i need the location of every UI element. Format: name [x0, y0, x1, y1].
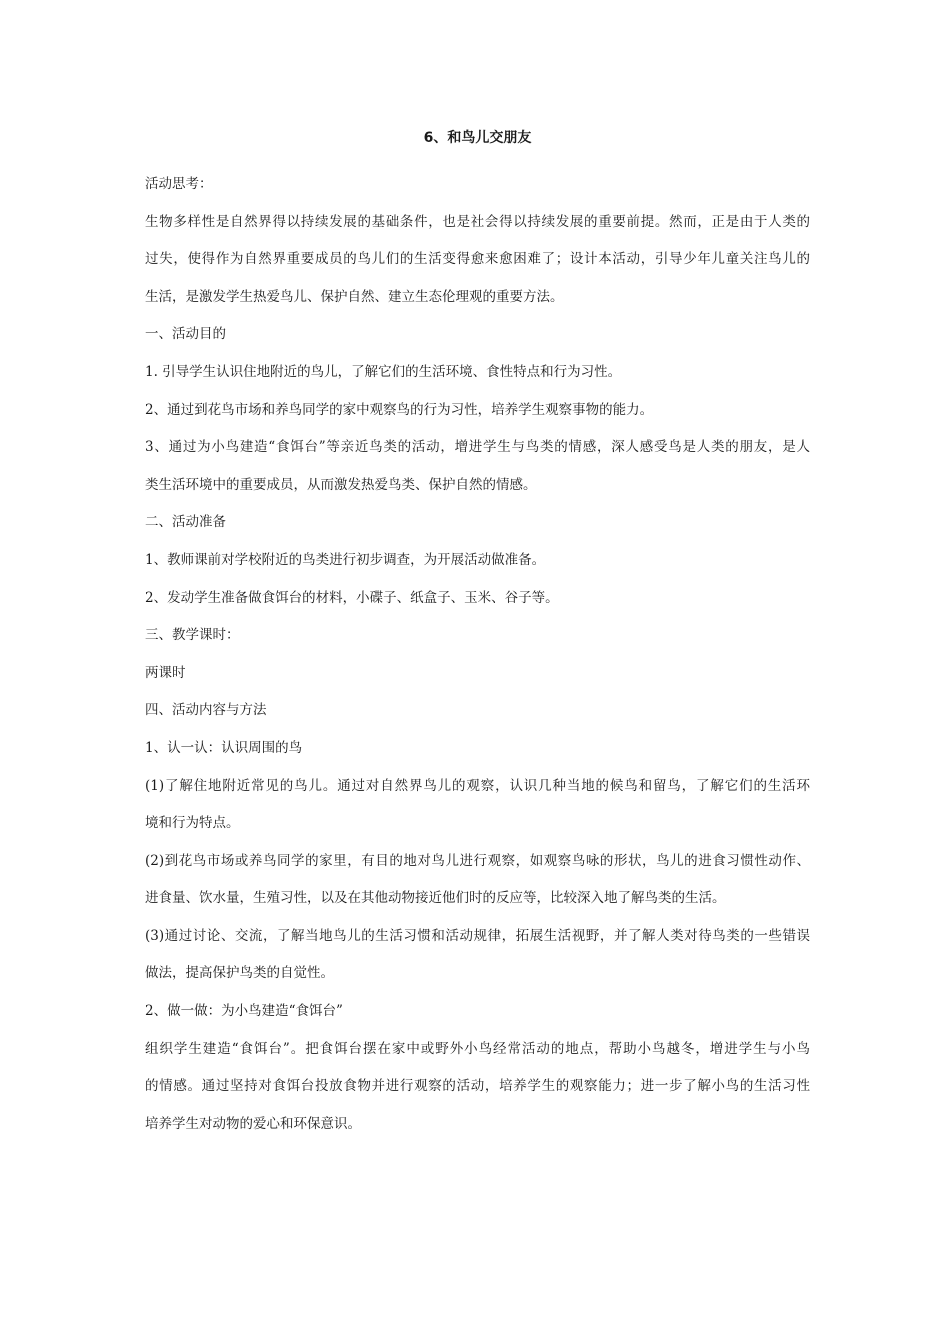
- text-line: (3)通过讨论、交流，了解当地鸟儿的生活习惯和活动规律，拓展生活视野，并了解人类对待鸟类的一些错误: [145, 927, 810, 944]
- text-line: 1. 引导学生认识住地附近的鸟儿，了解它们的生活环境、食性特点和行为习性。: [145, 363, 622, 380]
- text-line: 进食量、饮水量，生殖习性，以及在其他动物接近他们时的反应等，比较深入地了解鸟类的生活。: [145, 890, 726, 907]
- document-body: [145, 166, 810, 1143]
- text-line: (1)了解住地附近常见的鸟儿。通过对自然界鸟儿的观察，认识几种当地的候鸟和留鸟，了解它们的生活环: [145, 777, 810, 794]
- text-line: 活动思考：: [145, 176, 213, 192]
- text-line: (2)到花鸟市场或养鸟同学的家里，有目的地对鸟儿进行观察，如观察鸟咏的形状，鸟儿的进食习惯性动作、: [145, 852, 810, 869]
- text-line: 2、做一做：为小鸟建造“食饵台”: [145, 1003, 343, 1020]
- text-line: 2、发动学生准备做食饵台的材料，小碟子、纸盒子、玉米、谷子等。: [145, 589, 559, 606]
- text-line: 境和行为特点。: [145, 815, 240, 832]
- text-line: 四、活动内容与方法: [145, 702, 267, 719]
- text-line: 的情感。通过坚持对食饵台投放食物并进行观察的活动，培养学生的观察能力；进一步了解小鸟的生活习性: [145, 1078, 810, 1095]
- text-line: 1、认一认：认识周围的鸟: [145, 739, 303, 756]
- text-line: 做法，提高保护鸟类的自觉性。: [145, 965, 334, 982]
- text-line: 组织学生建造“食饵台”。把食饵台摆在家中或野外小鸟经常活动的地点，帮助小鸟越冬，增进学生与小鸟: [145, 1040, 810, 1057]
- text-line: 一、活动目的: [145, 326, 226, 343]
- text-line: 两课时: [145, 664, 186, 681]
- text-line: 1、教师课前对学校附近的鸟类进行初步调查，为开展活动做准备。: [145, 551, 546, 568]
- text-line: 2、通过到花鸟市场和养鸟同学的家中观察鸟的行为习性，培养学生观察事物的能力。: [145, 401, 654, 418]
- text-line: 三、教学课时：: [145, 627, 240, 644]
- text-line: 培养学生对动物的爱心和环保意识。: [145, 1115, 361, 1132]
- text-line: 过失，使得作为自然界重要成员的鸟儿们的生活变得愈来愈困难了；设计本活动，引导少年儿童关注鸟儿的: [145, 251, 810, 268]
- text-line: 3、通过为小鸟建造“食饵台”等亲近鸟类的活动，增进学生与鸟类的情感，深人感受鸟是人类的朋友，是人: [145, 439, 810, 456]
- text-line: 生活，是激发学生热爱鸟儿、保护自然、建立生态伦理观的重要方法。: [145, 288, 564, 305]
- document-title: 6、和鸟儿交朋友: [423, 130, 532, 146]
- text-line: 二、活动准备: [145, 514, 226, 531]
- text-line: 类生活环境中的重要成员，从而激发热爱鸟类、保护自然的情感。: [145, 476, 537, 493]
- text-line: 生物多样性是自然界得以持续发展的基础条件，也是社会得以持续发展的重要前提。然而，正是由于人类的: [145, 213, 810, 230]
